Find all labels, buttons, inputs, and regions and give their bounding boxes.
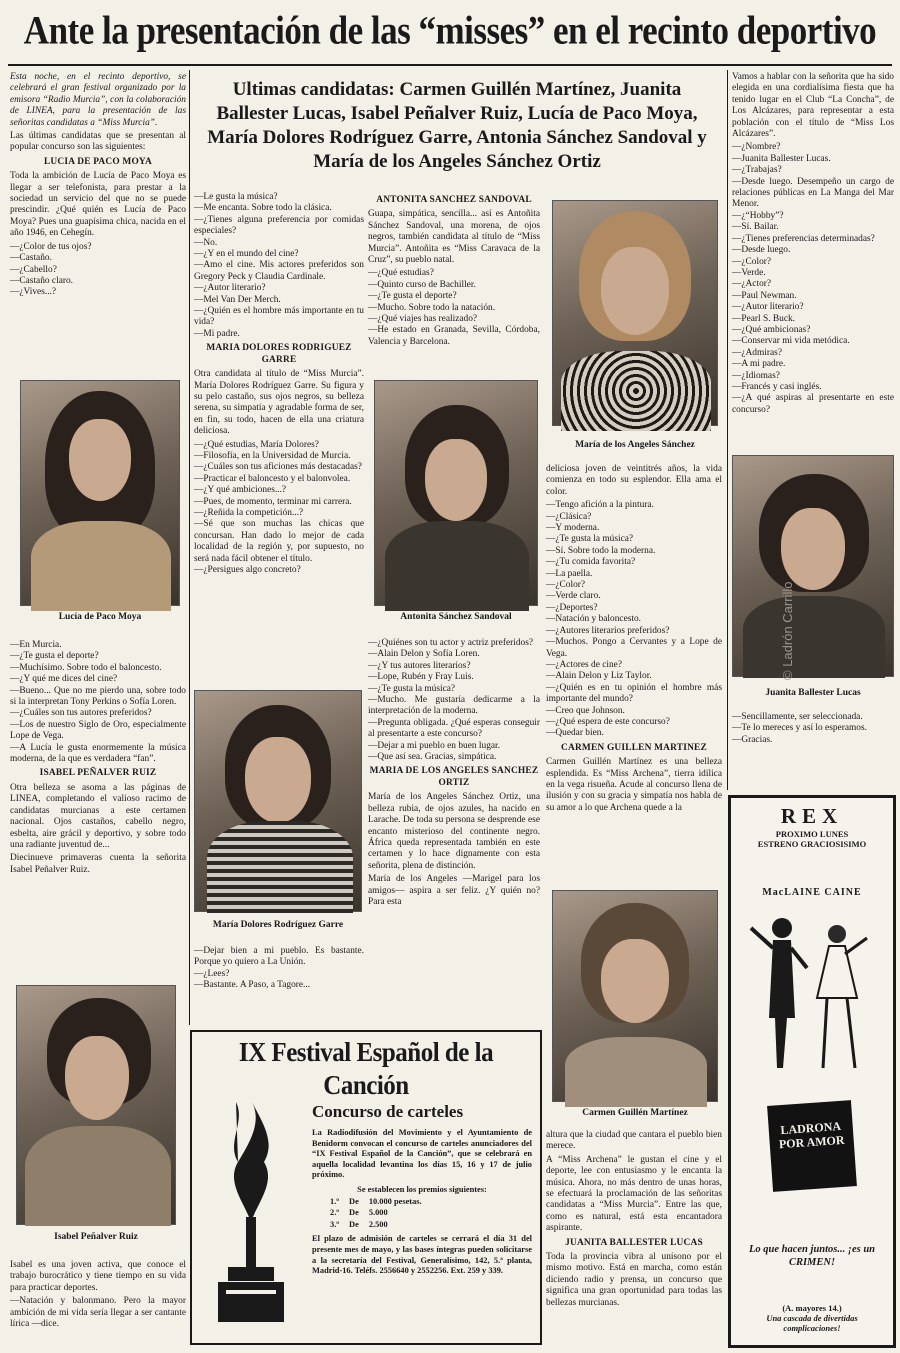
lucia-dialogue-2: —En Murcia. —¿Te gusta el deporte? —Muchísimo. Sobre todo el baloncesto. —¿Y qué me dices del cine? —Bueno... Que no me pierdo una, sobre todo si la interpretan Tony Perkins o Sofía Loren. —¿Cuáles son tus autores preferidos? —Los de nuestro Siglo de Oro, especialmente Lope de Vega. —A Lucía le gusta enormemente la música moderna, de la que es verdadera “fan”. <box>10 640 186 765</box>
isabel-text-2: Diecinueve primaveras cuenta la señorita Isabel Peñalver Ruiz. <box>10 853 186 875</box>
column-3-mid <box>368 638 540 1010</box>
ad-slogan: Lo que hacen juntos... ¡es un CRIMEN! <box>748 1244 876 1268</box>
antonia-dialogue-2: —¿Quiénes son tu actor y actriz preferidos? —Alain Delon y Sofía Loren. —¿Y tus autores literarios? —Lope, Rubén y Fray Luis. —¿Te gusta la música? —Mucho. Me gustaría dedicarme a la interpretación de la moderna. —Pregunta obligada. ¿Qué esperas conseguir al presentarte a este concurso? —Dejar a mi pueblo en buen lugar. —Que así sea. Gracias, simpática. <box>368 638 540 763</box>
prize-label: De <box>349 1196 359 1206</box>
carmen-text: Carmen Guillén Martínez es una belleza esplendida. Es “Miss Archena”, tierra idílica en la vega risueña. Acude al concurso llena de ilusión y con su gracia y simpatía nos habla de su amor a lo que Archena quede a la <box>546 757 722 813</box>
section-heading-juanita: JUANITA BALLESTER LUCAS <box>565 1237 703 1248</box>
intro-text-2: Las últimas candidatas que se presentan al popular concurso son las siguientes: <box>10 131 186 153</box>
watermark: © Ladrón Carrillo <box>780 581 795 680</box>
headline-rule <box>8 64 892 66</box>
prize-place: 3.º <box>330 1219 340 1229</box>
ad-stars: MacLAINE CAINE <box>762 887 862 898</box>
photo-maria-dolores <box>194 690 362 912</box>
prize-label: De <box>349 1208 359 1218</box>
prizes-intro: Se establecen los premios siguientes: <box>357 1184 487 1194</box>
isabel-text: Otra belleza se asoma a las páginas de LINEA, completando el valioso racimo de candidatas murcianas a este certamen nacional. Ojos castaños, cabello negro, esbelta, aire grácil y deportivo, y sobre todo una radiante juventud de... <box>10 782 186 850</box>
section-heading-antonia: ANTONITA SANCHEZ SANDOVAL <box>376 195 532 205</box>
cinema-name: REX <box>780 804 844 828</box>
section-heading-maria-dolores: MARIA DOLORES RODRIGUEZ GARRE <box>206 343 352 365</box>
juanita-dialogue: —¿Nombre? —Juanita Ballester Lucas. —¿Trabajas? —Desde luego. Desempeño un cargo de relaciones públicas en La Manga del Mar Menor. —¿“Hobby”? —Sí. Bailar. —¿Tienes preferencias determinadas? —Desde luego. —¿Color? —Verde. —¿Actor? —Paul Newman. —¿Autor literario? —Pearl S. Buck. —¿Qué ambicionas? —Conservar mi vida metódica. —¿Admiras? —A mi padre. —¿Idiomas? —Francés y casi inglés. —¿A qué aspiras al presentarte en este concurso? <box>732 142 894 415</box>
maria-text: Otra candidata al título de “Miss Murcia”. María Dolores Rodríguez Garre. Su figura y su pelo castaño, sus ojos negros, su belleza serena, su simpatía y agradable forma de ser, en fin, su todo, hacen de ella una criatura deliciosa. <box>194 369 364 437</box>
prize-place: 2.º <box>330 1208 340 1218</box>
prize-amount: 2.500 <box>368 1219 388 1229</box>
trophy-icon <box>206 1092 296 1332</box>
headline: Ante la presentación de las “misses” en el recinto deportivo <box>23 8 877 53</box>
photo-isabel <box>16 985 176 1225</box>
maria-angeles-text: María de los Angeles Sánchez Ortiz, una belleza rubia, de ojos azules, ha nacido en Larache. De toda su persona se desprende ese encanto misterioso del continente negro. África queda representada también en este certamen y lo hace dignamente con esta señorita, plena de distinción. <box>368 792 540 871</box>
column-2-bottom <box>194 946 364 1022</box>
caption-isabel: Isabel Peñalver Ruiz <box>54 1232 138 1242</box>
column-4-mid <box>546 464 722 888</box>
ad-tagline: Una cascada de divertidas complicaciones! <box>766 1313 858 1333</box>
column-rule <box>189 70 190 1025</box>
section-heading-isabel: ISABEL PEÑALVER RUIZ <box>39 768 157 779</box>
photo-juanita <box>732 455 894 677</box>
section-heading-lucia: LUCIA DE PACO MOYA <box>43 156 153 167</box>
maria-dialogue: —¿Qué estudias, María Dolores? —Filosofía, en la Universidad de Murcia. —¿Cuáles son tus aficiones más destacadas? —Practicar el baloncesto y el balonvolea. —¿Y qué ambiciones...? —Pues, de momento, terminar mi carrera. —¿Reñida la competición...? —Sé que son muchas las chicas que concursan. Han dado lo mejor de cada localidad de la región y, por supuesto, no será nada fácil obtener el título. —¿Persigues algo concreto? <box>194 439 364 575</box>
column-5-mid <box>732 712 894 788</box>
subhead: Ultimas candidatas: Carmen Guillén Martínez, Juanita Ballester Lucas, Isabel Peñalver Ruiz, Lucía de Paco Moya, María Dolores Rodríguez Garre, Antonia Sánchez Sandoval y María de los Angeles Sánchez Ortiz <box>207 79 707 172</box>
column-1-mid <box>10 640 186 970</box>
ad-rating: (A. mayores 14.) <box>782 1303 842 1313</box>
festival-advert <box>190 1030 542 1345</box>
maria-angeles-continued: deliciosa joven de veintitrés años, la vida comienza en todo su esplendor. Ella ama el color. <box>546 464 722 497</box>
festival-text: La Radiodifusión del Movimiento y el Ayuntamiento de Benidorm convocan el concurso de carteles anunciadores del “IX Festival Español de la Canción”, que se celebrará en aquella localidad levantina los días 15, 16 y 17 de julio próximo. <box>312 1128 532 1180</box>
intro-text: Esta noche, en el recinto deportivo, se celebrará el gran festival organizado por la emisora “Radio Murcia”, con la colaboración de LINEA, para la presentación de las señoritas candidatas a “Miss Murcia”. <box>10 72 186 128</box>
festival-body <box>312 1128 532 1277</box>
juanita-dialogue-2: —Sencillamente, ser seleccionada. —Te lo mereces y así lo esperamos. —Gracias. <box>732 712 867 745</box>
caption-carmen: Carmen Guillén Martínez <box>582 1108 688 1118</box>
column-4-bottom <box>546 1130 722 1348</box>
photo-carmen <box>552 890 718 1102</box>
section-heading-maria-angeles: MARIA DE LOS ANGELES SANCHEZ ORTIZ <box>369 766 539 788</box>
isabel-dialogue: —Natación y balonmano. Pero la mayor ambición de mi vida sería llegar a ser cantante lírica —dice. <box>10 1296 189 1330</box>
photo-maria-angeles <box>552 200 718 426</box>
caption-lucia: Lucía de Paco Moya <box>58 612 142 622</box>
antonia-text: Guapa, simpática, sencilla... así es Antoñita Sánchez Sandoval, una morena, de ojos negros, también candidata al título de “Miss Murcia”. Antoñita es “Miss Caravaca de la Cruz”, su pueblo natal. <box>368 209 540 266</box>
juanita-intro: Vamos a hablar con la señorita que ha sido elegida en una cordialísima fiesta que ha tenido lugar en el Club “La Concha”, de Los Alcázares, para representar a esta población con el título de “Miss Los Alcázares”. <box>732 72 894 140</box>
festival-title: IX Festival Español de la Canción <box>238 1038 494 1101</box>
photo-lucia <box>20 380 180 606</box>
lucia-text: Toda la ambición de Lucía de Paco Moya es llegar a ser telefonista, para prestar a la sociedad un servicio del que no se puede prescindir. ¿Qué quién es Lucía de Paco Moya? Pues una guapísima chica, nacida en el año 1946, en Cehegín. <box>10 171 186 239</box>
festival-subtitle: Concurso de carteles <box>312 1102 464 1121</box>
carmen-text-3: A “Miss Archena” le gustan el cine y el deporte, lee con entusiasmo y le encanta la música. Ahora, no más dentro de unas horas, se efectuará la proclamación de las señoritas candidatas a “Miss Murcia”. Entre las que, como es natural, está esta encantadora aspirante. <box>546 1154 722 1234</box>
lucia-dialogue: —¿Color de tus ojos? —Castaño. —¿Cabello? —Castaño claro. —¿Vives...? <box>10 241 92 298</box>
photo-antonia <box>374 380 538 606</box>
column-2-top <box>194 192 364 682</box>
ad-line-1: PROXIMO LUNES <box>775 829 849 839</box>
prize-amount: 10.000 pesetas. <box>368 1196 422 1206</box>
juanita-text: Toda la provincia vibra al unísono por el mismo motivo. Está en marcha, como están diciendo radio y prensa, un concurso que significa una gran oportunidad para todas las bellezas murcianas. <box>546 1252 722 1308</box>
maria-angeles-text-2: María de los Angeles —Marigel para los amigos— aspira a ser feliz. ¿Y quién no? Para esta <box>368 874 540 907</box>
maria-angeles-dialogue: —Tengo afición a la pintura. —¿Clásica? —Y moderna. —¿Te gusta la música? —Sí. Sobre todo la moderna. —¿Tu comida favorita? —La paella. —¿Color? —Verde claro. —¿Deportes? —Natación y baloncesto. —¿Autores literarios preferidos? —Muchos. Pongo a Cervantes y a Lope de Vega. —¿Actores de cine? —Alain Delon y Liz Taylor. —¿Quién es en tu opinión el hombre más importante del mundo? —Creo que Johnson. —¿Qué espera de este concurso? —Quedar bien. <box>546 500 722 739</box>
column-3-top <box>368 192 540 388</box>
caption-antonia: Antonita Sánchez Sandoval <box>400 612 512 622</box>
column-5-top <box>732 72 894 450</box>
prize-place: 1.º <box>330 1196 340 1206</box>
festival-closing: El plazo de admisión de carteles se cerrará el día 31 del presente mes de mayo, y las bases íntegras pueden solicitarse a la secretaría del Festival, Generalísimo, 142, 5.ª planta, Madrid-16. Teléfs. 2556640 y 2552256. Ext. 259 y 339. <box>312 1234 532 1276</box>
ad-line-2: ESTRENO GRACIOSISIMO <box>757 839 867 849</box>
column-1-top <box>10 72 186 372</box>
section-heading-carmen: CARMEN GUILLEN MARTINEZ <box>561 742 707 753</box>
isabel-text-3: Isabel es una joven activa, que conoce el trabajo burocrático y tiene tiempo en su vida para practicar deportes. <box>10 1260 186 1293</box>
caption-maria-angeles: María de los Angeles Sánchez <box>575 440 695 450</box>
antonia-dialogue: —¿Qué estudias? —Quinto curso de Bachiller. —¿Te gusta el deporte? —Mucho. Sobre todo la natación. —¿Qué viajes has realizado? —He estado en Granada, Sevilla, Córdoba, Valencia y Barcelona. <box>368 268 540 347</box>
maria-dialogue-2: —Dejar bien a mi pueblo. Es bastante. Porque yo quiero a La Unión. —¿Lees? —Bastante. A Paso, a Tagore... <box>194 946 364 991</box>
dialogue-top: —Le gusta la música? —Me encanta. Sobre todo la clásica. —¿Tienes alguna preferencia por comidas especiales? —No. —¿Y en el mundo del cine? —Amo el cine. Mis actores preferidos son Gregory Peck y Claudia Cardinale. —¿Autor literario? —Mel Van Der Merch. —¿Quién es el hombre más importante en tu vida? —Mi padre. <box>194 192 364 339</box>
movie-title: LADRONA POR AMOR <box>767 1100 857 1192</box>
cinema-advert <box>728 795 896 1348</box>
caption-juanita: Juanita Ballester Lucas <box>765 688 861 698</box>
column-1-bottom <box>10 1260 189 1348</box>
prize-amount: 5.000 <box>368 1208 388 1218</box>
prize-label: De <box>349 1219 359 1229</box>
prize-row <box>312 1220 532 1231</box>
prize-row <box>312 1197 532 1208</box>
prize-row <box>312 1208 532 1219</box>
column-rule <box>727 70 728 790</box>
carmen-text-2: altura que la ciudad que cantara el pueblo bien merece. <box>546 1130 722 1152</box>
caption-maria-dolores: María Dolores Rodríguez Garre <box>212 920 344 930</box>
dancers-illustration-icon <box>737 898 887 1098</box>
